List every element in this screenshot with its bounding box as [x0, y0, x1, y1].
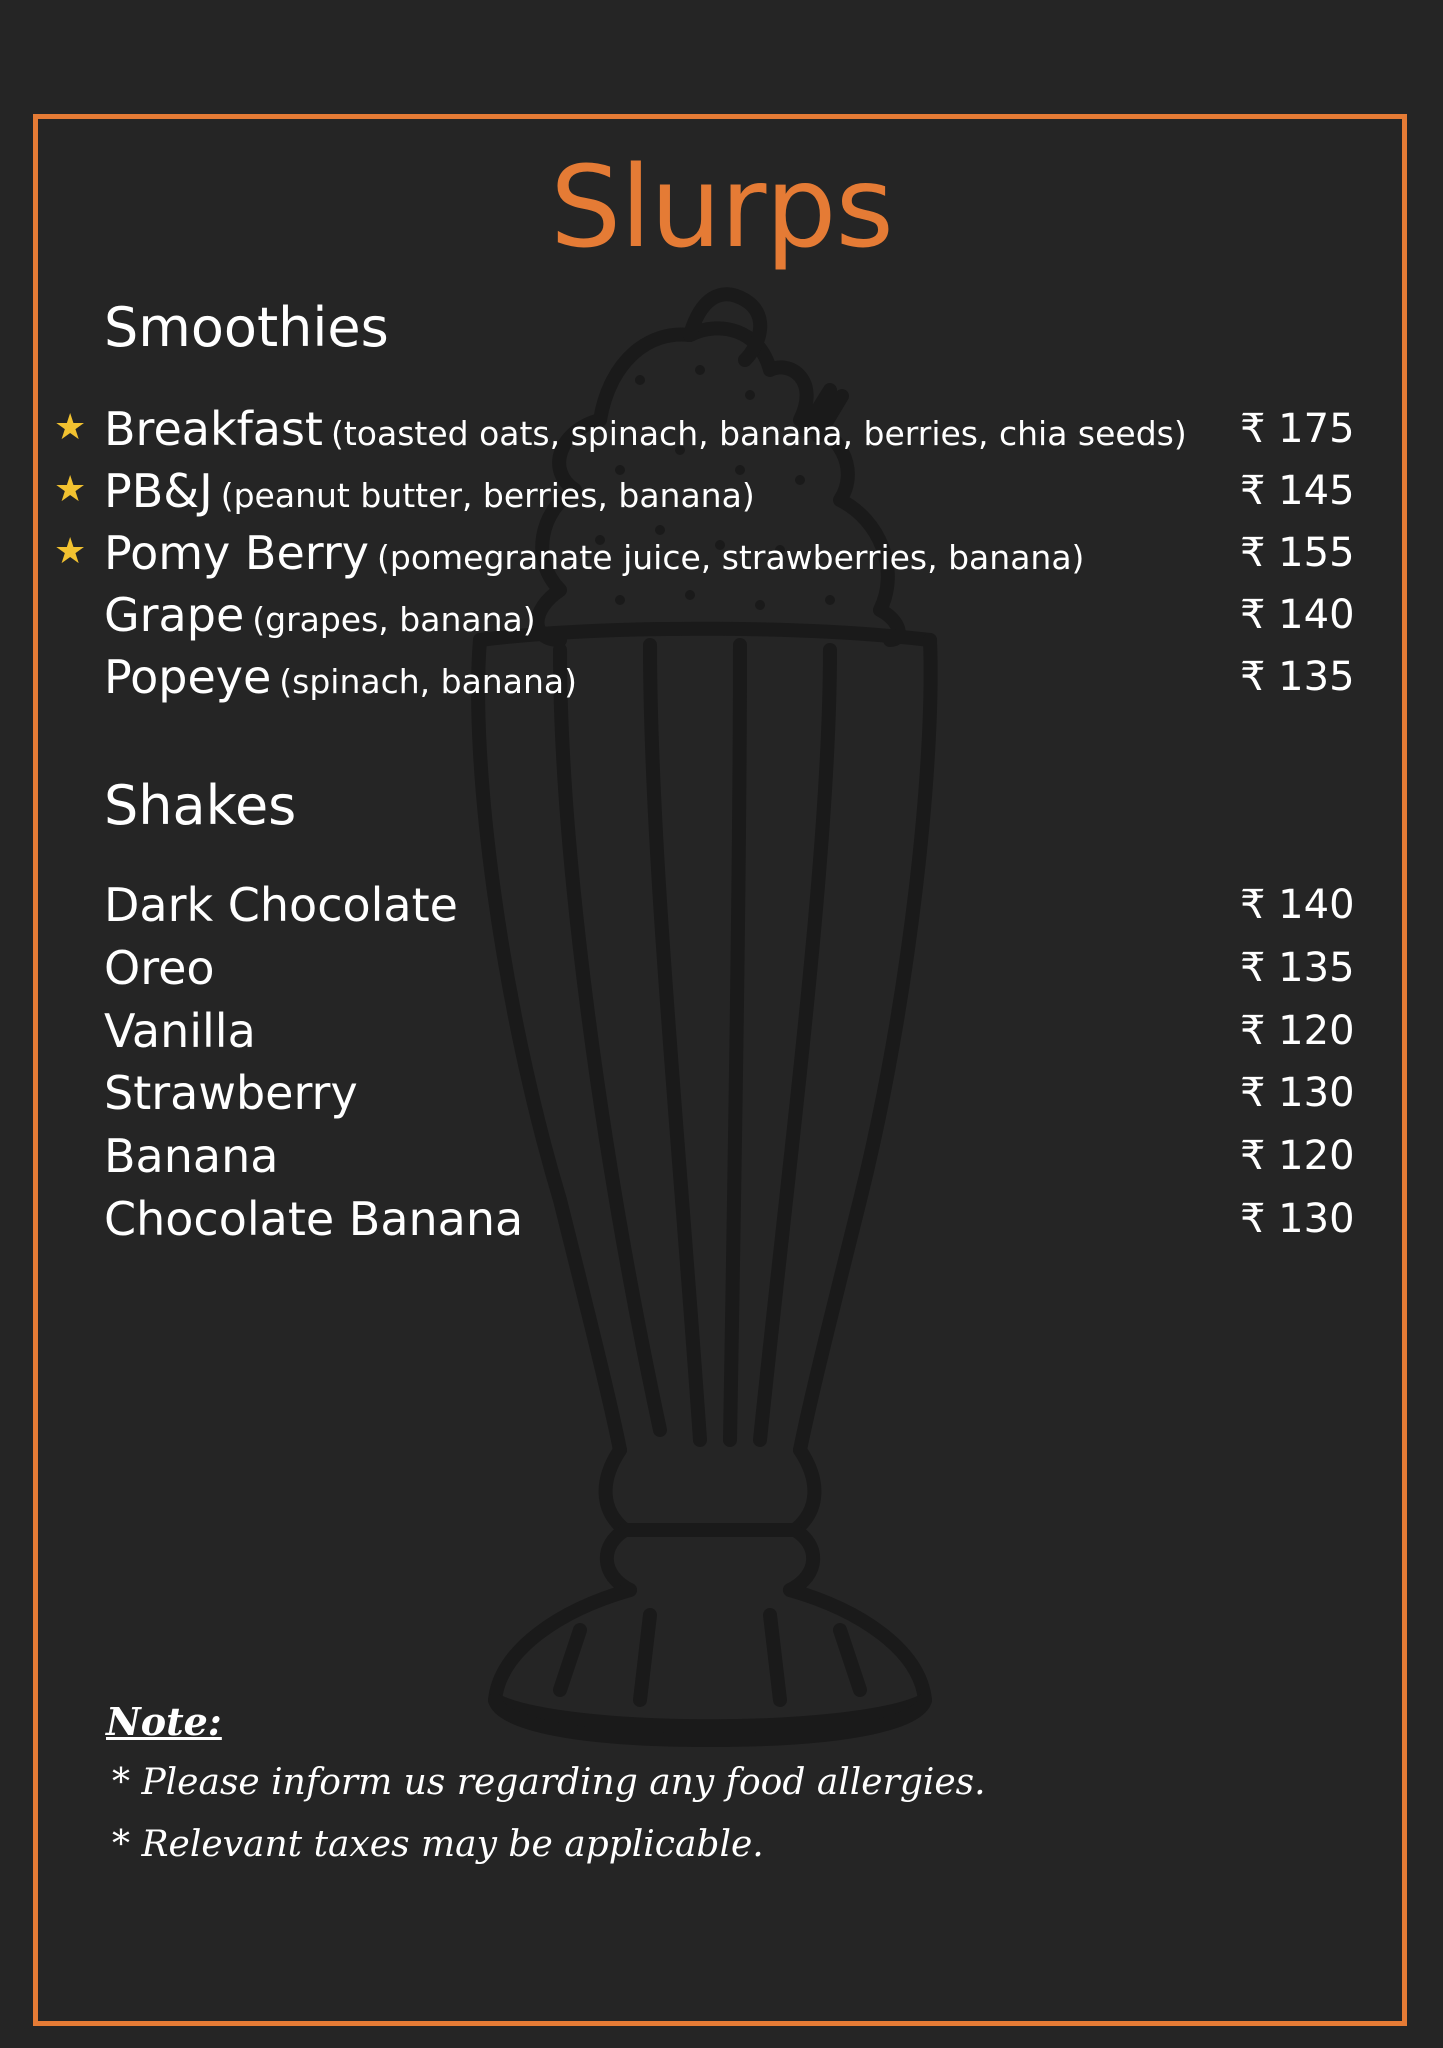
item-price: ₹ 130 [1240, 1196, 1355, 1242]
item-description: (toasted oats, spinach, banana, berries, chia seeds) [330, 414, 1187, 453]
note-section [106, 1694, 986, 1876]
item-price: ₹ 120 [1240, 1133, 1355, 1179]
shakes-heading: Shakes [104, 774, 297, 837]
item-name: Grape [104, 588, 245, 642]
item-price: ₹ 135 [1240, 945, 1355, 991]
star-icon: ★ [54, 407, 87, 448]
menu-item-pomy-berry [0, 522, 1443, 584]
star-icon: ★ [54, 469, 87, 510]
item-price: ₹ 155 [1240, 530, 1355, 576]
item-name: PB&J [104, 464, 213, 518]
star-icon: ★ [54, 531, 87, 572]
menu-title: Slurps [550, 143, 893, 273]
menu-item-banana [0, 1125, 1443, 1187]
item-name: Vanilla [104, 1004, 256, 1058]
item-name: Dark Chocolate [104, 878, 458, 932]
item-description: (spinach, banana) [279, 662, 577, 701]
item-description: (grapes, banana) [252, 600, 536, 639]
menu-item-pbj [0, 460, 1443, 522]
item-description: (peanut butter, berries, banana) [220, 476, 755, 515]
note-allergies: * Please inform us regarding any food allergies. [112, 1762, 986, 1803]
item-price: ₹ 120 [1240, 1008, 1355, 1054]
item-price: ₹ 175 [1240, 406, 1355, 452]
menu-item-oreo [0, 937, 1443, 999]
item-name: Pomy Berry [104, 526, 369, 580]
menu-item-chocolate-banana [0, 1188, 1443, 1250]
item-price: ₹ 140 [1240, 882, 1355, 928]
item-price: ₹ 135 [1240, 654, 1355, 700]
item-price: ₹ 145 [1240, 468, 1355, 514]
menu-item-vanilla [0, 1000, 1443, 1062]
menu-item-breakfast [0, 398, 1443, 460]
menu-item-grape [0, 584, 1443, 646]
menu-item-dark-chocolate [0, 874, 1443, 936]
item-price: ₹ 130 [1240, 1070, 1355, 1116]
item-name: Strawberry [104, 1066, 358, 1120]
item-name: Breakfast [104, 402, 323, 456]
item-price: ₹ 140 [1240, 592, 1355, 638]
smoothies-heading: Smoothies [104, 296, 389, 359]
item-name: Popeye [104, 650, 272, 704]
note-title: Note: [106, 1699, 222, 1744]
item-name: Oreo [104, 941, 215, 995]
item-description: (pomegranate juice, strawberries, banana) [377, 538, 1085, 577]
item-name: Chocolate Banana [104, 1192, 524, 1246]
menu-item-popeye [0, 646, 1443, 708]
note-taxes: * Relevant taxes may be applicable. [112, 1824, 764, 1865]
item-name: Banana [104, 1129, 279, 1183]
menu-item-strawberry [0, 1062, 1443, 1124]
